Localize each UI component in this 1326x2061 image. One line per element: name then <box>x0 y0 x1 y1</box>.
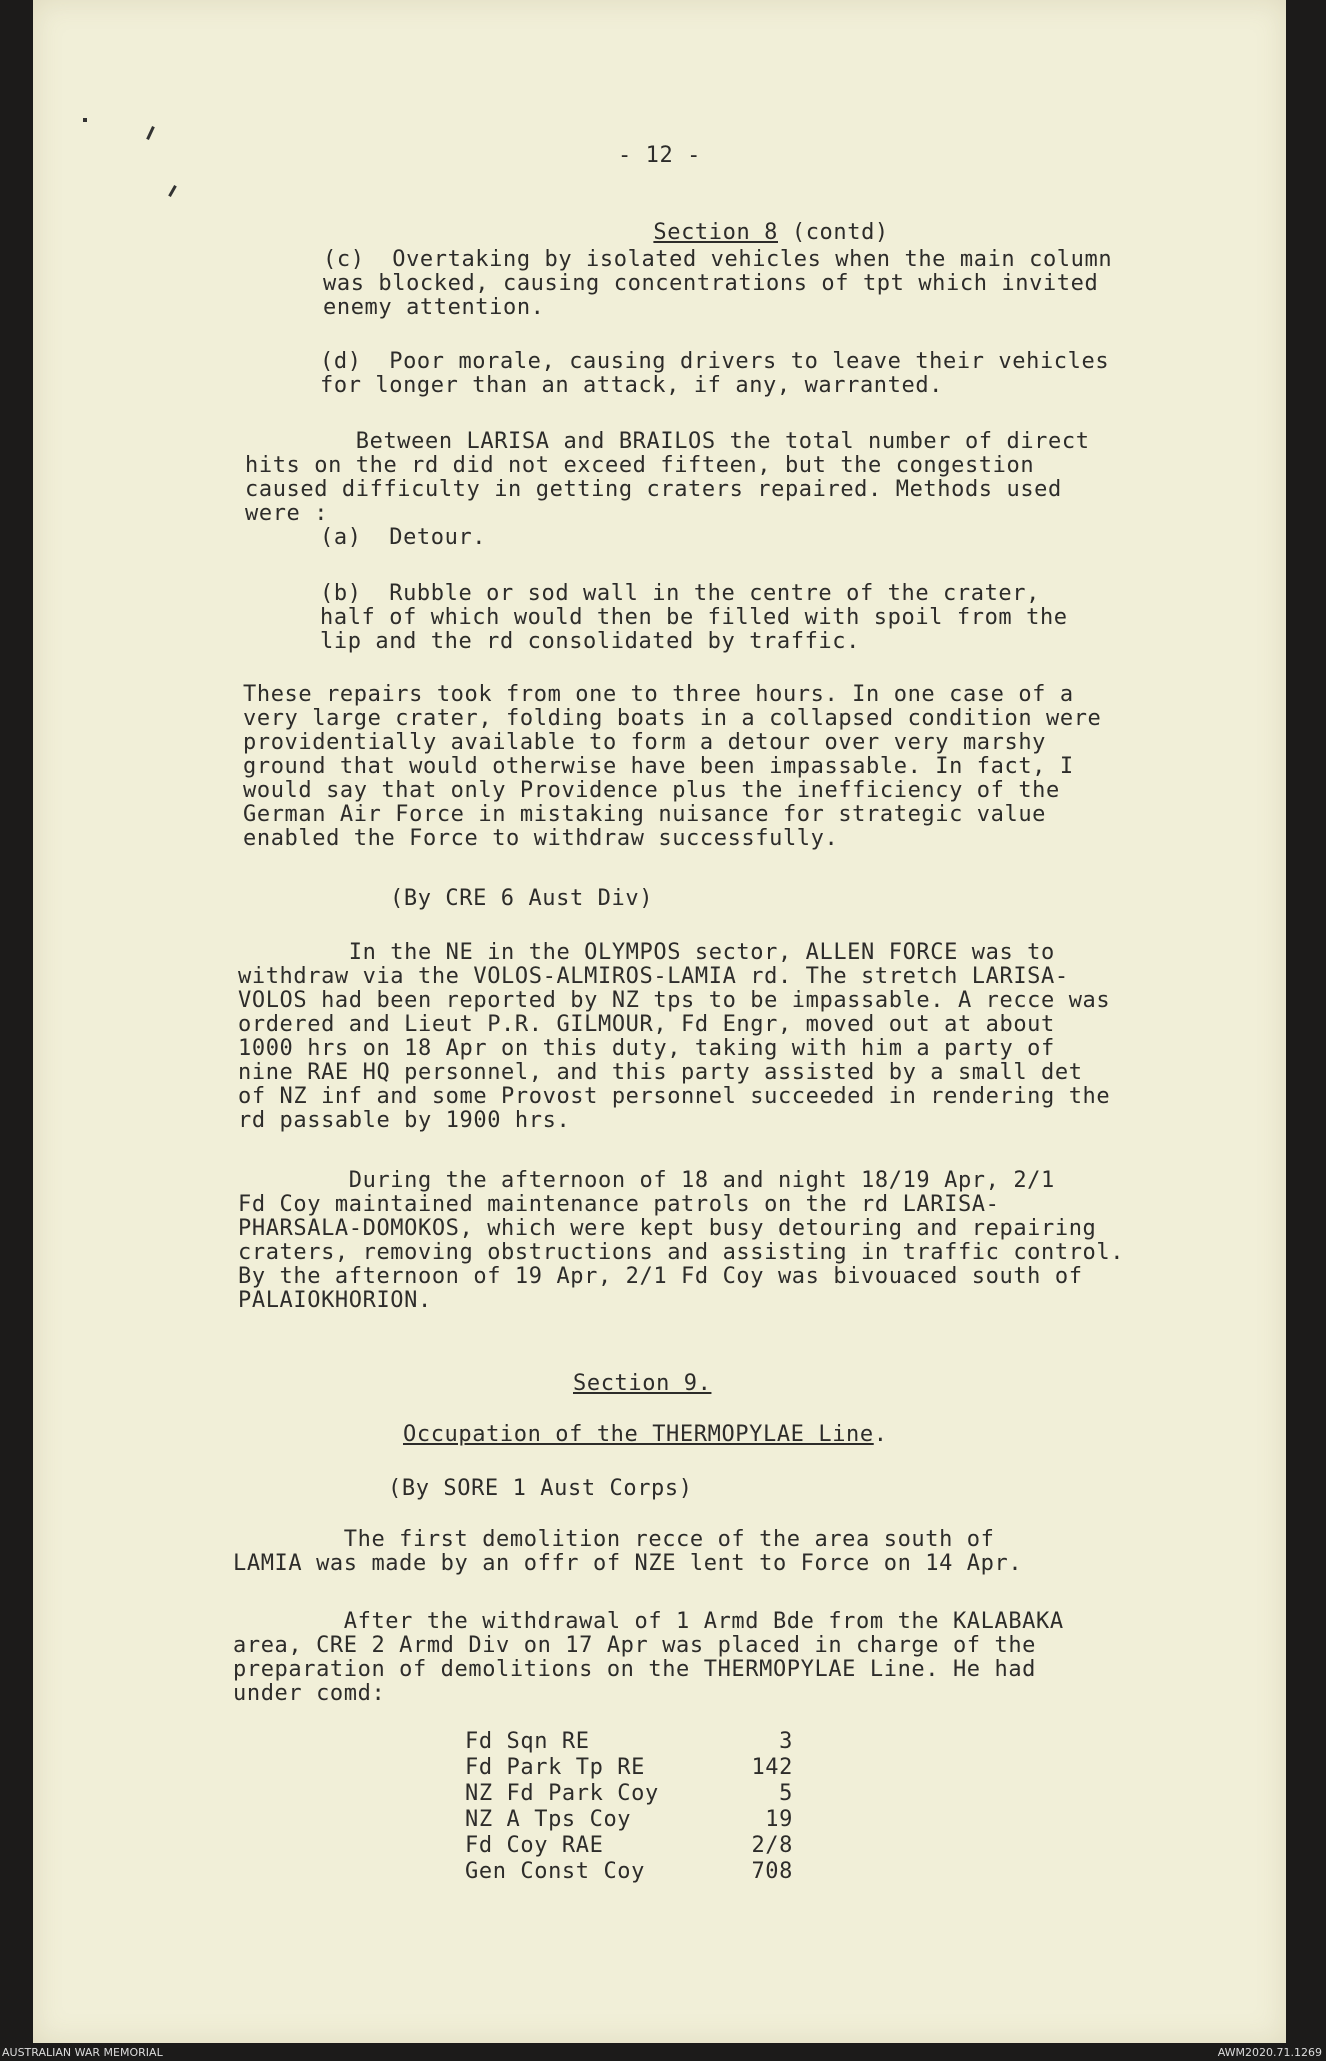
unit-row <box>373 1808 793 1834</box>
pin-hole-mark <box>146 126 155 140</box>
paragraph-afternoon: During the afternoon of 18 and night 18/19 Apr, 2/1 Fd Coy maintained maintenance patrols on the rd LARISA- PHARSALA-DOMOKOS, which were kept busy detouring and repairing craters, removing obstructions and assisting in traffic control. By the afternoon of 19 Apr, 2/1 Fd Coy was bivouaced south of PALAIOKHORION. <box>238 1168 1125 1313</box>
footer-institution: AUSTRALIAN WAR MEMORIAL <box>2 2046 163 2059</box>
unit-row <box>373 1860 793 1886</box>
paragraph-larisa: Between LARISA and BRAILOS the total number of direct hits on the rd did not exceed fifteen, but the congestion caused difficulty in getting craters repaired. Methods used were : <box>245 429 1090 526</box>
paragraph-repairs: These repairs took from one to three hours. In one case of a very large crater, folding boats in a collapsed condition were providentially available to form a detour over very marshy ground that would otherwise have been impassable. In fact, I would say that only Providence plus the inefficiency of the German Air Force in mistaking nuisance for strategic value enabled the Force to withdraw successfully. <box>243 682 1102 851</box>
unit-number: 5 <box>779 1781 793 1806</box>
section-9-title: Occupation of the THERMOPYLAE Line. <box>403 1422 888 1447</box>
pin-hole-mark <box>83 118 87 122</box>
section-8-suffix: (contd) <box>778 220 889 245</box>
paragraph-after-withdrawal: After the withdrawal of 1 Armd Bde from the KALABAKA area, CRE 2 Armd Div on 17 Apr was placed in charge of the preparation of demolitions on the THERMOPYLAE Line. He had under comd: <box>233 1609 1064 1706</box>
unit-number: 142 <box>751 1755 793 1780</box>
unit-label: NZ A Tps Coy <box>465 1807 632 1832</box>
page-number: - 12 - <box>617 143 702 168</box>
unit-label: Fd Park Tp RE <box>465 1755 645 1780</box>
paragraph-first-recce: The first demolition recce of the area south of LAMIA was made by an offr of NZE lent to Force on 14 Apr. <box>233 1527 1023 1576</box>
units-list <box>373 1730 793 1886</box>
attribution-cre: (By CRE 6 Aust Div) <box>390 886 654 911</box>
method-a: (a) Detour. <box>320 525 487 550</box>
document-page <box>33 0 1286 2043</box>
paragraph-d: (d) Poor morale, causing drivers to leave their vehicles for longer than an attack, if any, warranted. <box>320 349 1110 398</box>
unit-label: Fd Coy RAE <box>465 1833 604 1858</box>
unit-row <box>373 1756 793 1782</box>
attribution-sore: (By SORE 1 Aust Corps) <box>388 1476 693 1501</box>
footer-accession-id: AWM2020.71.1269 <box>1217 2046 1322 2059</box>
archive-footer <box>0 2043 1326 2061</box>
unit-number: 19 <box>765 1807 793 1832</box>
unit-label: NZ Fd Park Coy <box>465 1781 659 1806</box>
section-8-title: Section 8 <box>653 220 778 245</box>
unit-label: Fd Sqn RE <box>465 1729 590 1754</box>
unit-label: Gen Const Coy <box>465 1859 645 1884</box>
section-9-heading: Section 9. <box>573 1371 712 1396</box>
pin-hole-mark <box>168 185 177 197</box>
unit-row <box>373 1834 793 1860</box>
unit-number: 708 <box>751 1859 793 1884</box>
paragraph-c: (c) Overtaking by isolated vehicles when the main column was blocked, causing concentrations of tpt which invited enemy attention. <box>323 247 1113 320</box>
unit-number: 2/8 <box>751 1833 793 1858</box>
paragraph-ne: In the NE in the OLYMPOS sector, ALLEN FORCE was to withdraw via the VOLOS-ALMIROS-LAMIA rd. The stretch LARISA- VOLOS had been reported by NZ tps to be impassable. A recce was ordered and Lieut P.R. GILMOUR, Fd Engr, moved out at about 1000 hrs on 18 Apr on this duty, taking with him a party of nine RAE HQ personnel, and this party assisted by a small det of NZ inf and some Provost personnel succeeded in rendering the rd passable by 1900 hrs. <box>238 940 1111 1133</box>
unit-number: 3 <box>779 1729 793 1754</box>
method-b: (b) Rubble or sod wall in the centre of the crater, half of which would then be filled with spoil from the lip and the rd consolidated by traffic. <box>320 581 1068 654</box>
unit-row <box>373 1730 793 1756</box>
unit-row <box>373 1782 793 1808</box>
